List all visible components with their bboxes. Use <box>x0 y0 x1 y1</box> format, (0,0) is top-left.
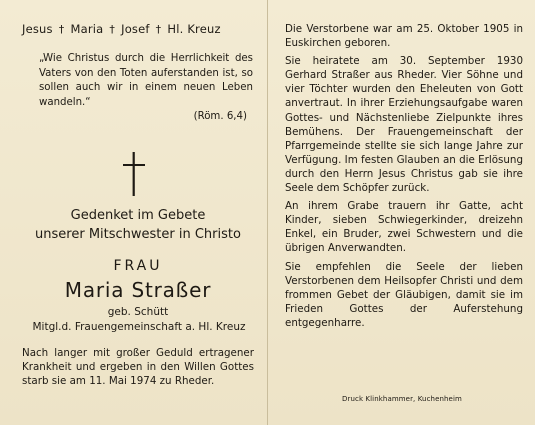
birth-name: geb. Schütt <box>107 306 169 318</box>
header-line <box>22 22 254 36</box>
fold-line <box>267 0 268 425</box>
bible-verse <box>39 52 253 125</box>
paragraph-mourners: An ihrem Grabe trauern ihr Gatte, acht Kinder, sieben Schwiegerkinder, dreizehn Enkel, ein Bruder, zwei Schwestern und die übrigen Anverwandten. <box>285 200 523 255</box>
memorial-line-2: unserer Mitschwester in Christo <box>35 227 241 242</box>
header-maria: Maria <box>70 22 104 36</box>
small-cross-icon: † <box>109 23 116 36</box>
membership-line: Mitgl.d. Frauengemeinschaft a. Hl. Kreuz <box>32 321 246 333</box>
latin-cross-icon <box>119 152 149 196</box>
header-hl-kreuz: Hl. Kreuz <box>167 22 221 36</box>
header-josef: Josef <box>121 22 150 36</box>
verse-reference: (Röm. 6,4) <box>193 111 247 123</box>
small-cross-icon: † <box>155 23 162 36</box>
paragraph-birth: Die Verstorbene war am 25. Oktober 1905 in Euskirchen geboren. <box>285 23 523 50</box>
small-cross-icon: † <box>58 23 65 36</box>
printer-imprint: Druck Klinkhammer, Kuchenheim <box>342 395 462 403</box>
verse-text: „Wie Christus durch die Herrlichkeit des Vaters von den Toten auferstanden ist, so sollen auch wir in einem neuen Leben wandeln.“ <box>39 53 253 108</box>
right-column <box>285 22 523 334</box>
deceased-name: Maria Straßer <box>64 278 212 302</box>
death-notice: Nach langer mit großer Geduld ertragener Krankheit und ergeben in den Willen Gottes starb sie am 11. Mai 1974 zu Rheder. <box>22 347 254 388</box>
header-jesus: Jesus <box>22 22 53 36</box>
memorial-line-1: Gedenket im Gebete <box>70 208 206 223</box>
memorial-title: FRAU <box>113 258 163 274</box>
left-column <box>22 22 254 388</box>
paragraph-prayer: Sie empfehlen die Seele der lieben Verstorbenen dem Heilsopfer Christi und dem frommen Gebet der Gläubigen, damit sie im Frieden Gottes der Auferstehung entgegenharre. <box>285 260 523 329</box>
paragraph-life: Sie heiratete am 30. September 1930 Gerhard Straßer aus Rheder. Vier Söhne und vier Töchter wurden den Eheleuten von Gott anvertraut. In ihrer Erziehungsaufgabe waren Gottes- und Nächstenliebe Zielpunkte ihres Bemühens. Der Frauengemeinschaft der Pfarrgemeinde stellte sie sich lange Jahre zur Verfügung. Im festen Glauben an die Erlösung durch den Herrn Jesus Christus gab sie ihre Seele dem Schöpfer zurück. <box>285 55 523 195</box>
